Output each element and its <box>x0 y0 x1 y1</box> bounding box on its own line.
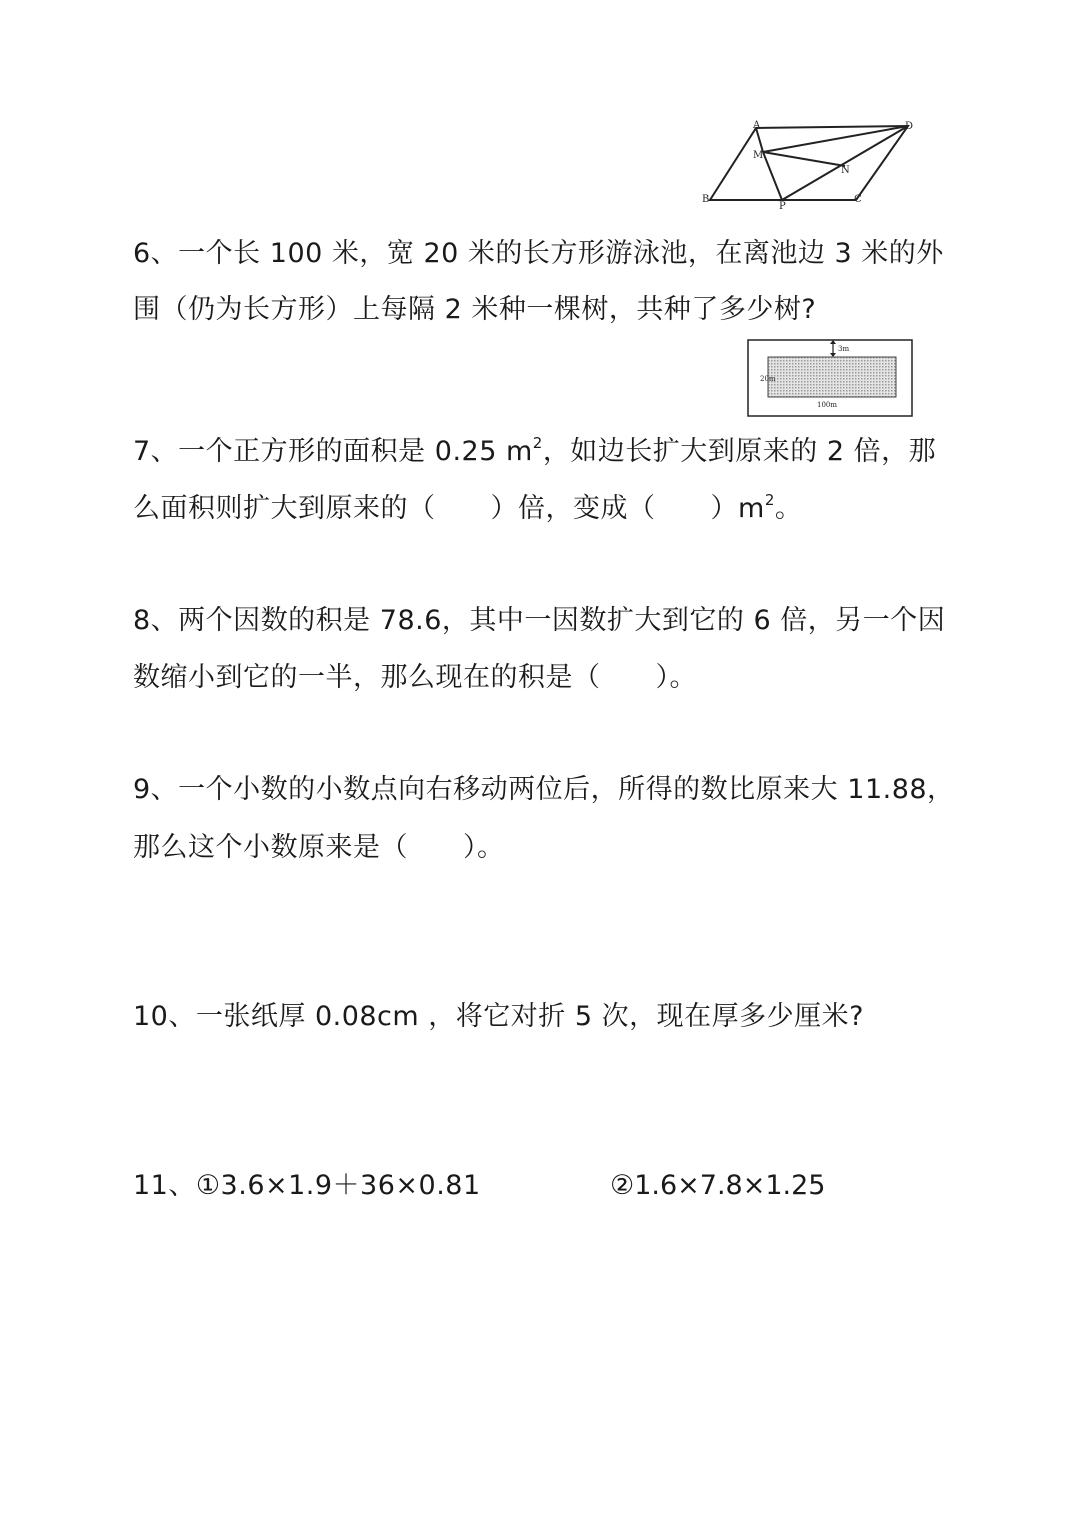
parallelogram-outline <box>710 126 908 200</box>
q7-line1 <box>133 432 936 472</box>
gap-label: 3m <box>838 345 850 353</box>
label-m: M <box>753 150 764 161</box>
q11-part2: ②1.6×7.8×1.25 <box>610 1170 826 1201</box>
pool-figure <box>747 339 913 417</box>
segment-mp <box>763 152 782 200</box>
parallelogram-figure <box>700 118 920 213</box>
pool-rect <box>768 357 896 397</box>
q7-line2-text-a: 么面积则扩大到原来的（ ）倍，变成（ ）m <box>133 493 765 524</box>
q7-line2 <box>133 489 802 529</box>
width-label: 20m <box>760 375 776 383</box>
q7-line1-text-b: ，如边长扩大到原来的 2 倍，那 <box>542 436 937 467</box>
pool-svg <box>747 339 913 417</box>
q9-line2: 那么这个小数原来是（ ）。 <box>133 832 505 863</box>
q9-line1: 9、一个小数的小数点向右移动两位后，所得的数比原来大 11.88， <box>133 774 955 805</box>
segment-mn <box>763 152 845 166</box>
q11-part1: 11、①3.6×1.9＋36×0.81 <box>133 1170 481 1201</box>
q7-line2-text-b: 。 <box>774 493 803 524</box>
q7-line2-sup: 2 <box>764 491 775 509</box>
q6-line2: 围（仍为长方形）上每隔 2 米种一棵树，共种了多少树? <box>133 294 817 325</box>
label-b: B <box>702 194 710 205</box>
q7-line1-text-a: 7、一个正方形的面积是 0.25 m <box>133 436 533 467</box>
label-c: C <box>854 194 862 205</box>
segment-am <box>756 128 763 152</box>
q10-line1: 10、一张纸厚 0.08cm ，将它对折 5 次，现在厚多少厘米? <box>133 1001 864 1032</box>
length-label: 100m <box>817 401 837 409</box>
label-d: D <box>905 121 914 132</box>
label-n: N <box>841 165 850 176</box>
q7-line1-sup: 2 <box>532 434 543 452</box>
label-p: P <box>779 201 786 212</box>
label-a: A <box>753 120 761 131</box>
q6-line1: 6、一个长 100 米，宽 20 米的长方形游泳池，在离池边 3 米的外 <box>133 238 944 269</box>
parallelogram-svg <box>700 118 920 213</box>
q8-line2: 数缩小到它的一半，那么现在的积是（ ）。 <box>133 662 697 693</box>
q8-line1: 8、两个因数的积是 78.6，其中一因数扩大到它的 6 倍，另一个因 <box>133 605 946 636</box>
